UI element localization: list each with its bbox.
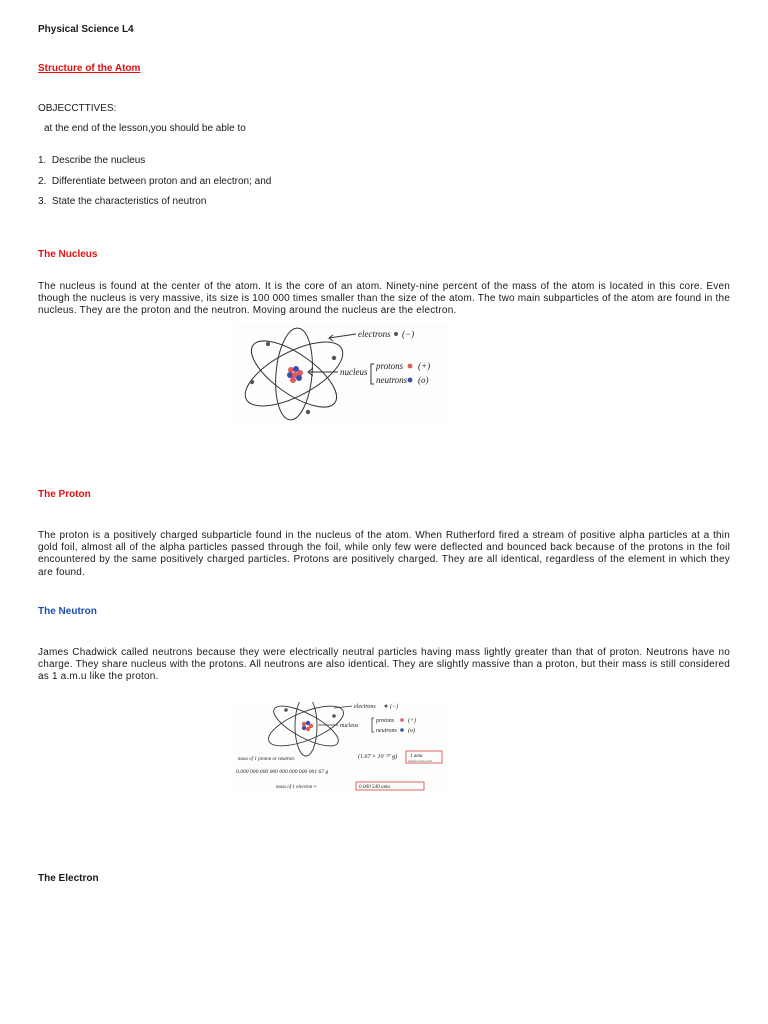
electrons-arrow: [329, 334, 356, 338]
course-title: Physical Science L4: [38, 24, 134, 35]
nucleus-heading: The Nucleus: [38, 249, 98, 260]
objective-number: 1.: [38, 155, 47, 166]
long-mass-value: 0.000 000 000 000 000 000 000 001 67 g: [236, 769, 329, 775]
electrons-label: electrons: [354, 704, 376, 710]
electron-dot: [266, 342, 270, 346]
objective-item: [38, 176, 271, 188]
electron-dot: [250, 380, 254, 384]
protons-charge: (+): [418, 361, 431, 371]
electrons-charge: (−): [402, 329, 415, 339]
electron-dot: [332, 714, 336, 718]
objective-number: 2.: [38, 176, 47, 187]
neutrons-charge: (o): [408, 728, 415, 734]
neutron-legend-dot: [408, 378, 413, 383]
neutrons-label: neutrons: [376, 728, 397, 734]
nucleus-bracket: [372, 718, 374, 732]
nucleus-paragraph: The nucleus is found at the center of the atom. It is the core of an atom. Ninety-nine percent of the mass of the atom is located in this core. Even though the nucleus is very massive, its size is 100 000 times smaller than the size of the atom. The two main subparticles of the atom are found in the nucleus. They are the proton and the neutron. Moving around the nucleus are the electron.: [38, 281, 730, 317]
neutron-paragraph: James Chadwick called neutrons because they were electrically neutral particles having mass lightly greater than that of proton. Neutrons have no charge. They share nucleus with the protons. All neutrons are also identical. They are slightly massive than a proton, but their mass is still considered as 1 a.m.u like the proton.: [38, 647, 730, 683]
lesson-title: Structure of the Atom: [38, 63, 141, 74]
neutrons-label: neutrons: [376, 375, 408, 385]
atom-diagram: [234, 324, 450, 422]
nucleus-cluster: [302, 721, 313, 731]
electron-dot: [332, 356, 336, 360]
neutron-heading: The Neutron: [38, 606, 97, 617]
nucleus-cluster: [287, 366, 303, 383]
electron-legend-dot: [385, 705, 388, 708]
protons-label: protons: [376, 718, 395, 724]
atom-mass-diagram-svg: [234, 702, 450, 792]
electron-dot: [284, 708, 288, 712]
objective-text: Differentiate between proton and an electron; and: [51, 176, 272, 187]
neutron-legend-dot: [400, 728, 404, 732]
mass-label: mass of 1 proton or neutron:: [238, 757, 296, 762]
atom-diagram-svg: [234, 324, 450, 422]
nucleus-bracket: [371, 364, 374, 384]
amu-box-label: 1 amu: [410, 754, 423, 759]
nucleus-label: nucleus: [340, 367, 368, 377]
proton-legend-dot: [400, 718, 404, 722]
proton-paragraph: The proton is a positively charged subparticle found in the nucleus of the atom. When Rutherford fired a stream of positive alpha particles at a thin gold foil, almost all of the alpha particles passed through the foil, while only few were deflected and bounced back because of the protons in the foil encountered by the same positively charged particles. Protons are positively charged. They are all identical, regardless of the element in which they are found.: [38, 530, 730, 578]
objective-text: State the characteristics of neutron: [51, 196, 207, 207]
atom-mass-diagram: [234, 702, 450, 792]
protons-label: protons: [376, 361, 404, 371]
electron-legend-dot: [394, 332, 398, 336]
objective-item: [38, 155, 145, 167]
neutrons-charge: (o): [418, 375, 429, 385]
nucleus-label: nucleus: [340, 723, 359, 729]
electrons-charge: (−): [390, 704, 399, 710]
electron-mass-label: mass of 1 electron ≈: [276, 785, 317, 790]
scientific-mass: (1.67 × 10⁻²⁷ g): [358, 754, 398, 760]
proton-legend-dot: [408, 364, 413, 369]
objectives-heading: OBJECCTTIVES:: [38, 103, 117, 114]
objective-item: [38, 196, 206, 208]
objectives-intro: at the end of the lesson,you should be able to: [44, 123, 246, 134]
protons-charge: (+): [408, 718, 417, 724]
electron-mass-value: 0.000 549 amu: [359, 784, 390, 790]
electrons-label: electrons: [358, 329, 391, 339]
electron-dot: [306, 410, 310, 414]
objective-text: Describe the nucleus: [51, 155, 146, 166]
electron-heading: The Electron: [38, 873, 99, 884]
proton-heading: The Proton: [38, 489, 91, 500]
objective-number: 3.: [38, 196, 47, 207]
amu-sub-label: atomic mass unit: [408, 759, 432, 763]
